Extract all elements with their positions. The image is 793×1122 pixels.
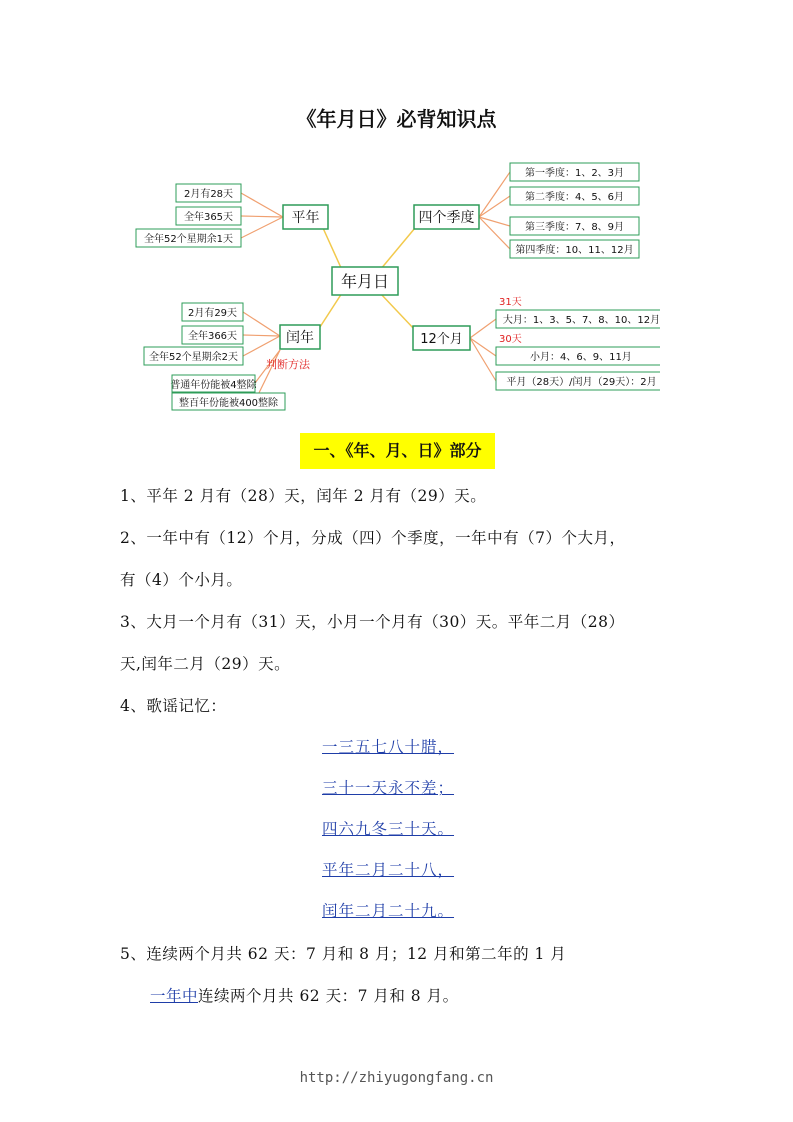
- song-line-3[interactable]: 四六九冬三十天。: [322, 820, 455, 838]
- svg-text:年月日: 年月日: [340, 272, 390, 291]
- seasons-leaves: [510, 163, 639, 258]
- paragraph-5-line-2: [150, 984, 459, 1006]
- section-heading: 一、《年、月、日》部分: [300, 433, 495, 469]
- leaf-text: 全年52个星期余1天: [143, 234, 234, 245]
- song-line-5[interactable]: 闰年二月二十九。: [322, 902, 455, 920]
- pingnian-node: [283, 205, 328, 229]
- paragraph-5-rest: 连续两个月共 62 天：7 月和 8 月。: [198, 987, 459, 1005]
- branch-line-seasons: [380, 228, 415, 270]
- center-node: [332, 267, 398, 295]
- pingnian-leaves: [136, 184, 241, 247]
- paragraph-3-line-2: 天,闰年二月（29）天。: [120, 655, 291, 673]
- song-line-4[interactable]: 平年二月二十八，: [322, 861, 455, 879]
- leaf-text: 第四季度：10、11、12月: [515, 245, 634, 256]
- mind-map: [130, 150, 660, 420]
- paragraph-3-line-1: 3、大月一个月有（31）天，小月一个月有（30）天。平年二月（28）: [120, 613, 625, 631]
- runnian-leaves: [144, 303, 311, 410]
- method-note: 判断方法: [266, 358, 310, 371]
- leaf-text: 第三季度：7、8、9月: [524, 222, 625, 233]
- branch-line-pingnian: [323, 228, 342, 270]
- year-link[interactable]: 一年中: [150, 987, 199, 1005]
- svg-text:12个月: 12个月: [420, 332, 463, 347]
- paragraph-2-line-1: 2、一年中有（12）个月，分成（四）个季度，一年中有（7）个大月，: [120, 529, 626, 547]
- paragraph-5: 5、连续两个月共 62 天：7 月和 8 月；12 月和第二年的 1 月: [120, 945, 567, 963]
- footer-url: http://zhiyugongfang.cn: [299, 1070, 494, 1086]
- leaf-text: 普通年份能被4整除: [170, 380, 257, 391]
- leaf-text: 2月有29天: [187, 308, 238, 319]
- svg-text:四个季度: 四个季度: [418, 210, 475, 226]
- leaf-text: 2月有28天: [183, 189, 234, 200]
- months-leaves: [496, 296, 660, 390]
- leaf-text: 第一季度：1、2、3月: [524, 168, 625, 179]
- seasons-node: [414, 205, 479, 229]
- leaf-text: 小月：4、6、9、11月: [530, 352, 632, 363]
- branch-line-months: [380, 293, 415, 330]
- svg-text:闰年: 闰年: [286, 330, 314, 346]
- svg-text:平年: 平年: [291, 210, 320, 226]
- leaf-text: 大月：1、3、5、7、8、10、12月: [502, 315, 660, 326]
- song-line-1[interactable]: 一三五七八十腊，: [322, 738, 455, 756]
- song-line-2[interactable]: 三十一天永不差；: [322, 779, 455, 797]
- paragraph-2-line-2: 有（4）个小月。: [120, 571, 243, 589]
- branch-line-runnian: [320, 293, 342, 327]
- leaf-text: 全年52个星期余2天: [148, 352, 239, 363]
- paragraph-4: 4、歌谣记忆：: [120, 697, 227, 715]
- leaf-text: 全年365天: [183, 212, 234, 223]
- leaf-text: 全年366天: [187, 331, 238, 342]
- big-month-note: 31天: [499, 297, 522, 308]
- paragraph-1: 1、平年 2 月有（28）天，闰年 2 月有（29）天。: [120, 487, 487, 505]
- small-month-note: 30天: [499, 334, 522, 345]
- leaf-text: 平月（28天）/闰月（29天）：2月: [506, 377, 657, 388]
- leaf-text: 第二季度：4、5、6月: [524, 192, 625, 203]
- page-title: 《年月日》必背知识点: [296, 107, 497, 131]
- months-node: [413, 326, 470, 350]
- runnian-node: [280, 325, 320, 349]
- leaf-text: 整百年份能被400整除: [178, 398, 279, 409]
